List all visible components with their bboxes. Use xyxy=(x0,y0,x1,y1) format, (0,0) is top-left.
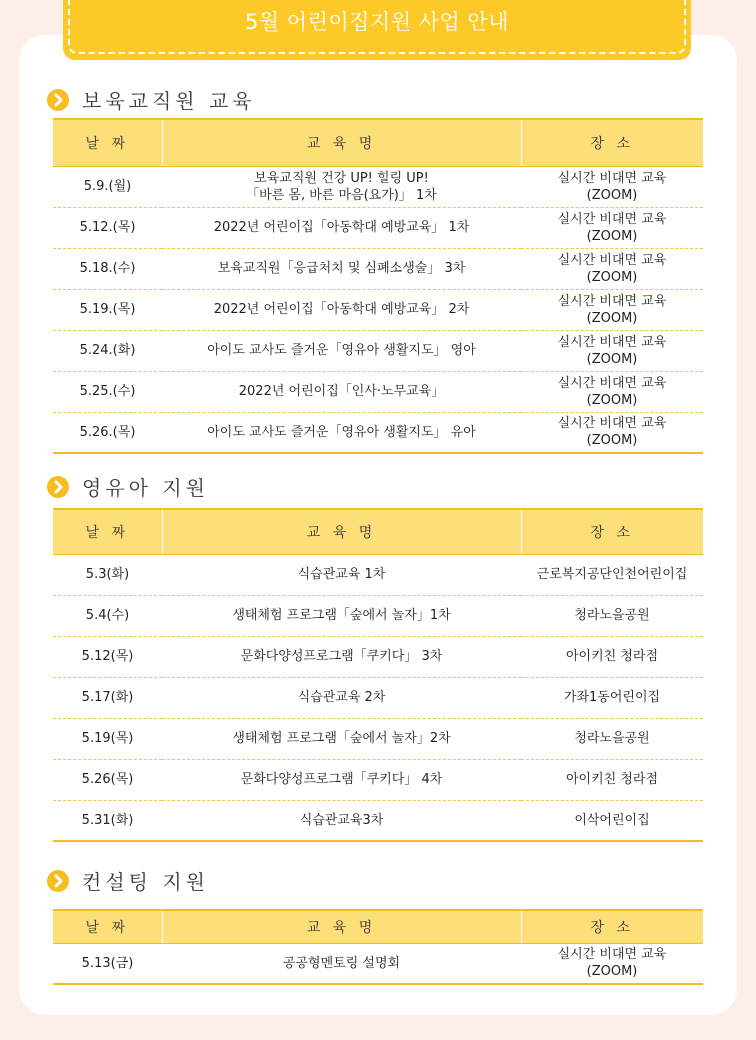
date-cell: 5.4(수) xyxy=(53,595,162,636)
place-line: 실시간 비대면 교육 xyxy=(557,947,667,963)
place-cell: 가좌1동어린이집 xyxy=(521,677,703,718)
header-place: 장 소 xyxy=(521,119,703,166)
date-cell: 5.19(목) xyxy=(53,718,162,759)
date-cell: 5.18.(수) xyxy=(53,248,162,289)
place-line: 실시간 비대면 교육 xyxy=(557,211,667,227)
name-cell: 2022년 어린이집「아동학대 예방교육」 2차 xyxy=(162,289,521,330)
place-cell xyxy=(521,943,703,984)
place-line: 실시간 비대면 교육 xyxy=(557,375,667,391)
chevron-right-icon xyxy=(47,89,69,111)
date-cell: 5.26.(목) xyxy=(53,412,162,453)
page-title: 5월 어린이집지원 사업 안내 xyxy=(244,10,510,34)
name-cell: 문화다양성프로그램「쿠키다」 3차 xyxy=(162,636,521,677)
place-cell xyxy=(521,330,703,371)
table-row xyxy=(53,595,703,636)
table-row xyxy=(53,554,703,595)
name-cell xyxy=(162,166,521,207)
place-cell: 아이키친 청라점 xyxy=(521,759,703,800)
name-cell: 2022년 어린이집「인사·노무교육」 xyxy=(162,371,521,412)
place-line: 실시간 비대면 교육 xyxy=(557,334,667,350)
section-title-consulting xyxy=(47,866,209,895)
table-row xyxy=(53,718,703,759)
header-date: 날 짜 xyxy=(53,509,162,554)
place-cell: 아이키친 청라점 xyxy=(521,636,703,677)
table-row xyxy=(53,759,703,800)
place-line: (ZOOM) xyxy=(586,351,638,367)
date-cell: 5.19.(목) xyxy=(53,289,162,330)
header-date: 날 짜 xyxy=(53,119,162,166)
place-cell xyxy=(521,289,703,330)
section-label: 보육교직원 교육 xyxy=(82,89,256,113)
name-cell: 보육교직원「응급처치 및 심폐소생술」 3차 xyxy=(162,248,521,289)
place-line: (ZOOM) xyxy=(586,187,638,203)
chevron-right-icon xyxy=(47,476,69,498)
section-label: 영유아 지원 xyxy=(82,476,209,500)
chevron-right-icon xyxy=(47,870,69,892)
date-cell: 5.9.(월) xyxy=(53,166,162,207)
name-cell: 문화다양성프로그램「쿠키다」 4차 xyxy=(162,759,521,800)
consulting-table xyxy=(53,909,703,985)
header-name: 교 육 명 xyxy=(162,509,521,554)
date-cell: 5.17(화) xyxy=(53,677,162,718)
place-cell xyxy=(521,371,703,412)
table-row xyxy=(53,412,703,453)
name-cell: 생태체험 프로그램「숲에서 놀자」2차 xyxy=(162,718,521,759)
place-cell xyxy=(521,166,703,207)
table-row xyxy=(53,166,703,207)
table-header-row xyxy=(53,509,703,554)
name-cell: 생태체험 프로그램「숲에서 놀자」1차 xyxy=(162,595,521,636)
date-cell: 5.12(목) xyxy=(53,636,162,677)
name-cell: 식습관교육3차 xyxy=(162,800,521,841)
staff-education-table xyxy=(53,118,703,454)
place-cell xyxy=(521,207,703,248)
table-header-row xyxy=(53,119,703,166)
place-cell xyxy=(521,412,703,453)
header-place: 장 소 xyxy=(521,509,703,554)
table-row xyxy=(53,943,703,984)
place-line: 실시간 비대면 교육 xyxy=(557,416,667,432)
table-row xyxy=(53,330,703,371)
place-cell: 근로복지공단인천어린이집 xyxy=(521,554,703,595)
date-cell: 5.31(화) xyxy=(53,800,162,841)
place-cell xyxy=(521,248,703,289)
name-cell: 아이도 교사도 즐거운「영유아 생활지도」 유아 xyxy=(162,412,521,453)
child-support-table xyxy=(53,508,703,842)
place-line: (ZOOM) xyxy=(586,392,638,408)
name-cell: 공공형멘토링 설명회 xyxy=(162,943,521,984)
table-row xyxy=(53,800,703,841)
place-cell: 청라노을공원 xyxy=(521,718,703,759)
header-name: 교 육 명 xyxy=(162,119,521,166)
place-line: (ZOOM) xyxy=(586,310,638,326)
date-cell: 5.12.(목) xyxy=(53,207,162,248)
section-title-staff-education xyxy=(47,85,256,114)
title-banner xyxy=(63,0,691,60)
date-cell: 5.26(목) xyxy=(53,759,162,800)
name-line: 보육교직원 건강 UP! 힐링 UP! xyxy=(254,170,429,186)
place-line: (ZOOM) xyxy=(586,269,638,285)
table-header-row xyxy=(53,910,703,943)
section-label: 컨설팅 지원 xyxy=(82,870,209,894)
name-cell: 아이도 교사도 즐거운「영유아 생활지도」 영아 xyxy=(162,330,521,371)
place-cell: 이삭어린이집 xyxy=(521,800,703,841)
header-date: 날 짜 xyxy=(53,910,162,943)
section-title-child-support xyxy=(47,472,209,501)
date-cell: 5.25.(수) xyxy=(53,371,162,412)
name-cell: 식습관교육 2차 xyxy=(162,677,521,718)
place-line: (ZOOM) xyxy=(586,964,638,980)
place-line: 실시간 비대면 교육 xyxy=(557,170,667,186)
place-cell: 청라노을공원 xyxy=(521,595,703,636)
place-line: (ZOOM) xyxy=(586,433,638,449)
date-cell: 5.24.(화) xyxy=(53,330,162,371)
table-row xyxy=(53,371,703,412)
place-line: 실시간 비대면 교육 xyxy=(557,252,667,268)
header-place: 장 소 xyxy=(521,910,703,943)
header-name: 교 육 명 xyxy=(162,910,521,943)
table-row xyxy=(53,636,703,677)
date-cell: 5.3(화) xyxy=(53,554,162,595)
table-row xyxy=(53,677,703,718)
date-cell: 5.13(금) xyxy=(53,943,162,984)
table-row xyxy=(53,207,703,248)
place-line: (ZOOM) xyxy=(586,228,638,244)
table-row xyxy=(53,248,703,289)
table-row xyxy=(53,289,703,330)
name-line: 「바른 몸, 바른 마음(요가)」 1차 xyxy=(246,187,437,203)
place-line: 실시간 비대면 교육 xyxy=(557,293,667,309)
name-cell: 2022년 어린이집「아동학대 예방교육」 1차 xyxy=(162,207,521,248)
name-cell: 식습관교육 1차 xyxy=(162,554,521,595)
